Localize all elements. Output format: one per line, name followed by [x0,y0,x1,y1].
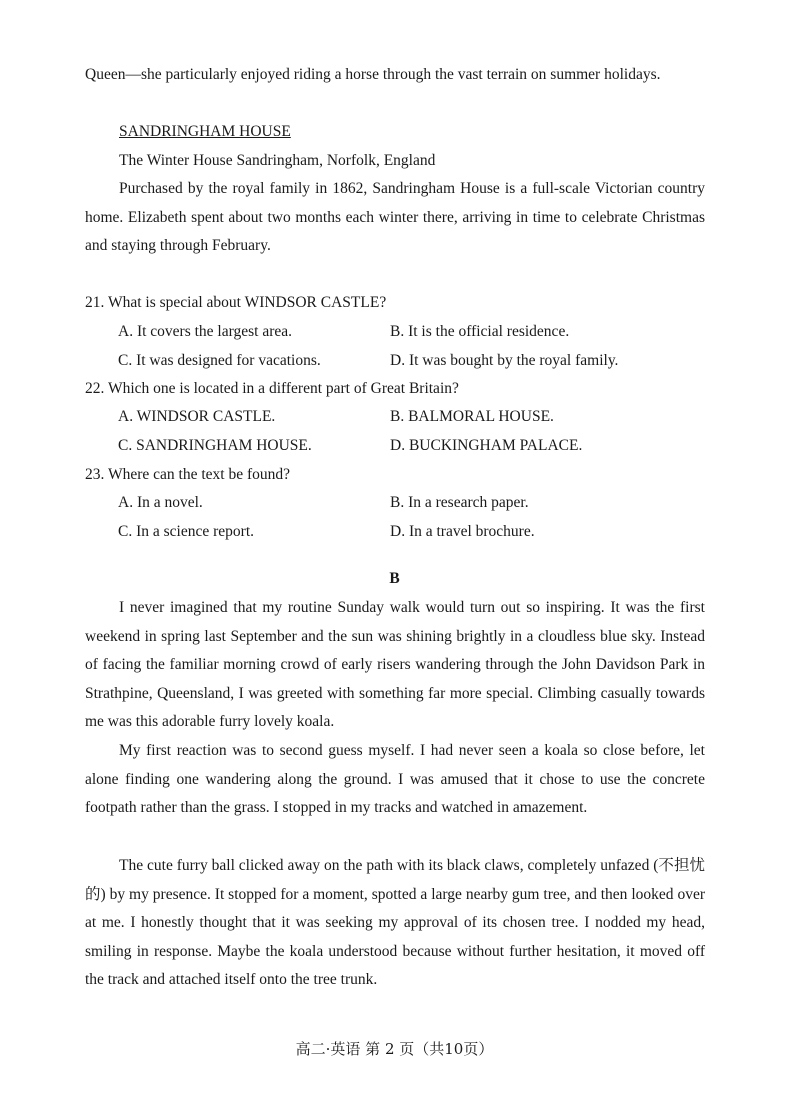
q21-option-a[interactable]: A. It covers the largest area. [118,323,293,340]
passage-b-paragraph-1: I never imagined that my routine Sunday walk would turn out so inspiring. It was the first weekend in spring last September and the sun was shining brightly in a cloudless blue sky. Instead of facing the familiar morning crowd of early risers wandering through the John Davidson Park in Strathpine, Queensland, I was greeted with something far more special. Climbing casually towards me was this adorable furry lovely koala. [85,599,705,731]
q22-option-a[interactable]: A. WINDSOR CASTLE. [118,408,276,425]
page-footer: 高二·英语 第 2 页（共10页） [295,1040,494,1058]
q23-option-a[interactable]: A. In a novel. [118,494,203,511]
passage-b-paragraph-2: My first reaction was to second guess myself. I had never seen a koala so close before, let alone finding one wandering along the ground. I was amused that it chose to use the concrete footpath rather than the grass. I stopped in my tracks and watched in amazement. [85,742,705,817]
q22-option-b[interactable]: B. BALMORAL HOUSE. [390,408,554,425]
passage-b-paragraph-3: The cute furry ball clicked away on the path with its black claws, completely unfazed (不担忧的) by my presence. It stopped for a moment, spotted a large nearby gum tree, and then looked over at me. I honestly thought that it was seeking my approval of its chosen tree. I nodded my head, smiling in response. Maybe the koala understood because without further hesitation, it moved off the track and attached itself onto the tree trunk. [85,857,705,989]
section-heading: SANDRINGHAM HOUSE [119,123,291,140]
q21-option-b[interactable]: B. It is the official residence. [390,323,570,340]
continuation-paragraph: Queen—she particularly enjoyed riding a horse through the vast terrain on summer holidays. [85,66,661,83]
q21-option-d[interactable]: D. It was bought by the royal family. [390,352,619,369]
section-subheading: The Winter House Sandringham, Norfolk, England [119,152,436,169]
q21-option-c[interactable]: C. It was designed for vacations. [118,352,321,369]
sandringham-paragraph: Purchased by the royal family in 1862, Sandringham House is a full-scale Victorian country home. Elizabeth spent about two months each winter there, arriving in time to celebrate Christmas and staying through February. [85,180,705,255]
q23-option-c[interactable]: C. In a science report. [118,523,254,540]
question-21: 21. What is special about WINDSOR CASTLE? [85,294,387,311]
question-23: 23. Where can the text be found? [85,466,291,483]
q23-option-d[interactable]: D. In a travel brochure. [390,523,535,540]
q22-option-d[interactable]: D. BUCKINGHAM PALACE. [390,437,583,454]
q23-option-b[interactable]: B. In a research paper. [390,494,529,511]
q22-option-c[interactable]: C. SANDRINGHAM HOUSE. [118,437,312,454]
question-22: 22. Which one is located in a different part of Great Britain? [85,380,459,397]
section-b-label: B [389,570,400,587]
